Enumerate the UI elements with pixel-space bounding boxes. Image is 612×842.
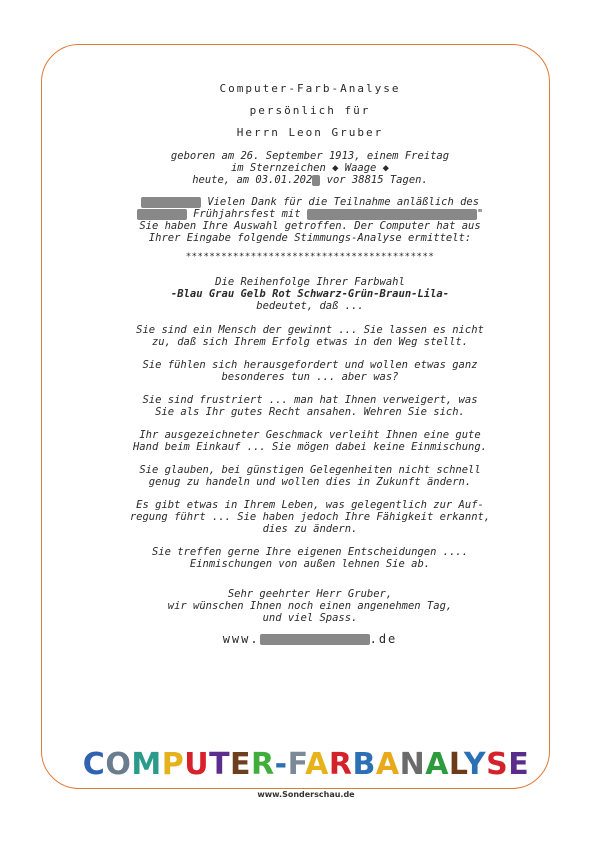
brand-letter: A: [425, 747, 449, 782]
brand-letter: -: [274, 747, 288, 782]
website-line: www. .de: [222, 632, 398, 646]
color-order: -Blau Grau Gelb Rot Schwarz-Grün-Braun-Lila-: [170, 288, 450, 300]
site-link[interactable]: www.Sonderschau.de: [257, 790, 355, 799]
paragraph-line: Sie sind frustriert ... man hat Ihnen verweigert, was: [142, 394, 478, 406]
paragraph-line: Sie glauben, bei günstigen Gelegenheiten nicht schnell: [139, 464, 481, 476]
brand-letter: O: [105, 747, 132, 782]
brand-letter: A: [305, 747, 329, 782]
analysis-paragraph: [90, 394, 530, 418]
zodiac-line: im Sternzeichen ◆ Waage ◆: [230, 162, 390, 174]
analysis-paragraph: [90, 546, 530, 570]
analysis-paragraph: [90, 464, 530, 488]
paragraph-line: Einmischungen von außen lehnen Sie ab.: [189, 558, 431, 570]
redacted-text: [141, 197, 201, 208]
paragraph-line: Sie sind ein Mensch der gewinnt ... Sie lassen es nicht: [136, 324, 484, 336]
analysis-paragraph: [90, 359, 530, 383]
paragraph-line: Ihr ausgezeichneter Geschmack verleiht Ihnen eine gute: [139, 429, 481, 441]
birth-line: geboren am 26. September 1913, einem Freitag: [170, 150, 450, 162]
doc-subtitle: persönlich für: [249, 104, 371, 117]
recipient-name: Herrn Leon Gruber: [236, 126, 384, 139]
paragraph-line: Sie fühlen sich herausgefordert und wollen etwas ganz: [142, 359, 478, 371]
analysis-document: [90, 78, 530, 646]
brand-letter: E: [508, 747, 530, 782]
thanks-line-3: Sie haben Ihre Auswahl getroffen. Der Computer hat aus: [139, 220, 481, 232]
brand-letter: R: [328, 747, 353, 782]
brand-letter: Y: [463, 747, 487, 782]
redacted-text: [137, 209, 187, 220]
paragraph-line: Es gibt etwas in Ihrem Leben, was gelegentlich zur Auf-: [136, 499, 484, 511]
today-line: heute, am 03.01.202 vor 38815 Tagen.: [192, 174, 428, 186]
divider-stars: ******************************************: [185, 252, 435, 262]
brand-letter: M: [131, 747, 162, 782]
analysis-paragraph: [90, 324, 530, 348]
analysis-paragraph: [90, 499, 530, 535]
closing-wish: wir wünschen Ihnen noch einen angenehmen Tag,: [167, 600, 453, 612]
paragraph-line: dies zu ändern.: [262, 523, 358, 535]
paragraph-line: zu, daß sich Ihrem Erfolg etwas in den Weg stellt.: [151, 336, 469, 348]
closing-greeting: Sehr geehrter Herr Gruber,: [227, 588, 393, 600]
brand-letter: S: [486, 747, 509, 782]
brand-letter: C: [82, 747, 106, 782]
paragraph-line: regung führt ... Sie haben jedoch Ihre Fähigkeit erkannt,: [129, 511, 491, 523]
brand-letter: E: [230, 747, 252, 782]
thanks-line-2: Frühjahrsfest mit ": [90, 208, 530, 220]
brand-letter: P: [161, 747, 185, 782]
brand-letter: U: [184, 747, 210, 782]
redacted-event: [307, 209, 477, 220]
thanks-line-1: Vielen Dank für die Teilnahme anläßlich des: [90, 196, 530, 208]
redacted-domain: [260, 634, 370, 645]
brand-letter: R: [251, 747, 275, 782]
brand-letter: N: [399, 747, 426, 782]
paragraph-line: genug zu handeln und wollen dies in Zukunft ändern.: [148, 476, 472, 488]
order-means: bedeutet, daß ...: [256, 300, 364, 312]
closing-end: und viel Spass.: [262, 612, 358, 624]
brand-letter: T: [209, 747, 231, 782]
brand-logo: [0, 747, 612, 782]
brand-letter: L: [448, 747, 464, 782]
paragraph-line: besonderes tun ... aber was?: [221, 371, 399, 383]
thanks-line-4: Ihrer Eingabe folgende Stimmungs-Analyse ermittelt:: [148, 232, 472, 244]
brand-letter: A: [375, 747, 400, 782]
order-heading: Die Reihenfolge Ihrer Farbwahl: [215, 276, 405, 288]
paragraph-line: Sie als Ihr gutes Recht ansahen. Wehren Sie sich.: [155, 406, 465, 418]
brand-letter: F: [287, 747, 306, 782]
brand-letter: B: [352, 747, 376, 782]
analysis-paragraph: [90, 429, 530, 453]
paragraph-line: Hand beim Einkauf ... Sie mögen dabei keine Einmischung.: [132, 441, 487, 453]
paragraph-line: Sie treffen gerne Ihre eigenen Entscheidungen ....: [151, 546, 469, 558]
doc-title: Computer-Farb-Analyse: [219, 82, 401, 95]
analysis-paragraphs: [90, 324, 530, 570]
